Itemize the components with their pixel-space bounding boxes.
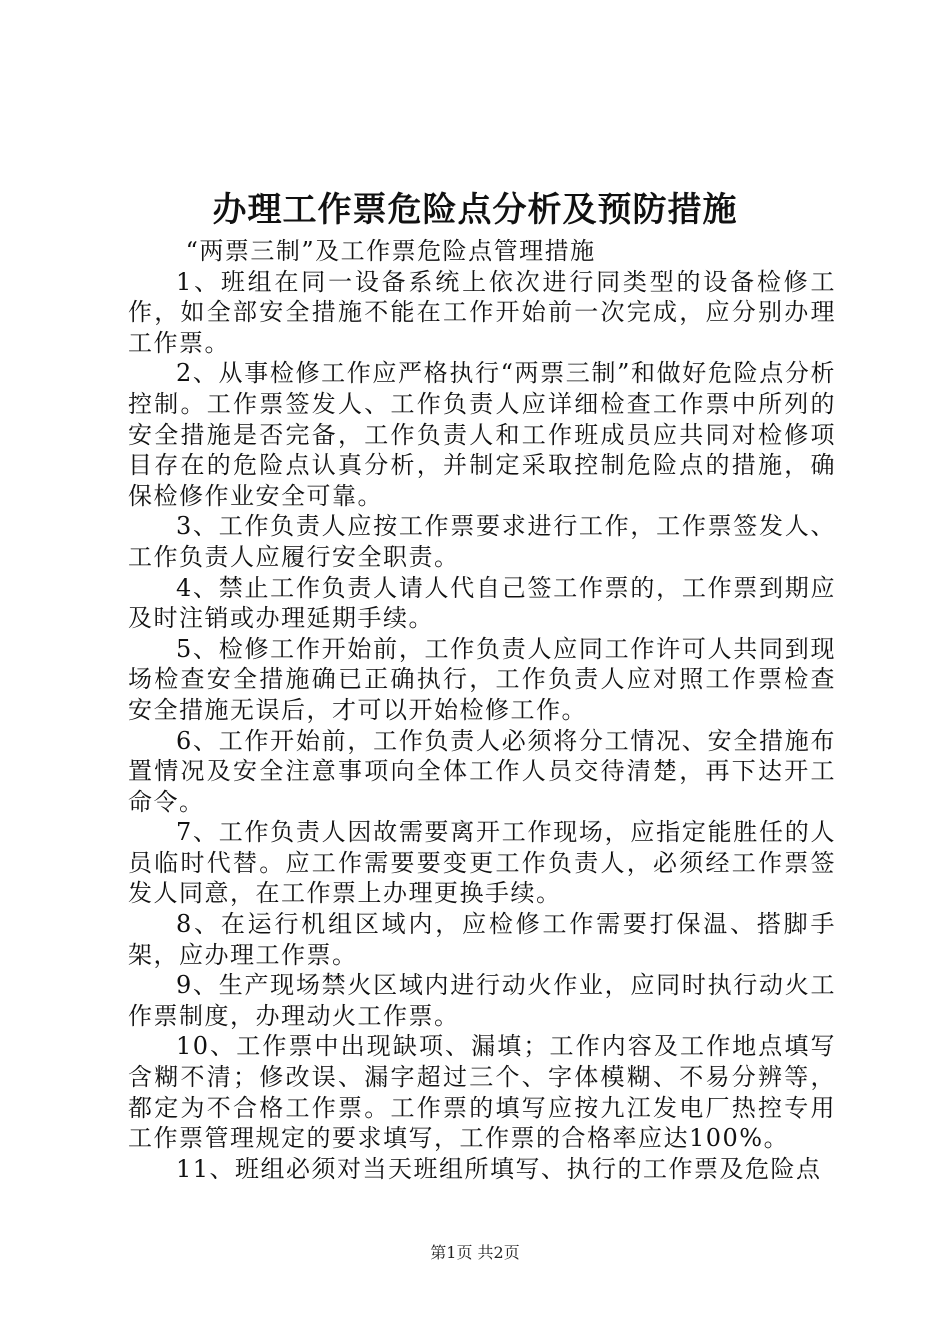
- section-subtitle: “两票三制”及工作票危险点管理措施: [185, 237, 596, 265]
- paragraph-10: 10、工作票中出现缺项、漏填；工作内容及工作地点填写含糊不清；修改误、漏字超过三个、字体模糊、不易分辨等，都定为不合格工作票。工作票的填写应按九江发电厂热控专用工作票管理规定的要求填写，工作票的合格率应达100%。: [128, 1032, 836, 1153]
- document-body: [128, 236, 836, 1184]
- paragraph-2: 2、从事检修工作应严格执行“两票三制”和做好危险点分析控制。工作票签发人、工作负责人应详细检查工作票中所列的安全措施是否完备，工作负责人和工作班成员应共同对检修项目存在的危险点认真分析，并制定采取控制危险点的措施，确保检修作业安全可靠。: [128, 359, 836, 510]
- paragraph-7: 7、工作负责人因故需要离开工作现场，应指定能胜任的人员临时代替。应工作需要要变更工作负责人，必须经工作票签发人同意，在工作票上办理更换手续。: [128, 818, 836, 908]
- paragraph-11: 11、班组必须对当天班组所填写、执行的工作票及危险点: [176, 1154, 822, 1183]
- paragraph-5: 5、检修工作开始前，工作负责人应同工作许可人共同到现场检查安全措施确已正确执行，工作负责人应对照工作票检查安全措施无误后，才可以开始检修工作。: [128, 634, 836, 724]
- paragraph-6: 6、工作开始前，工作负责人必须将分工情况、安全措施布置情况及安全注意事项向全体工作人员交待清楚，再下达开工命令。: [128, 726, 836, 816]
- document-title: 办理工作票危险点分析及预防措施: [212, 190, 738, 230]
- page-number-footer: 第1页 共2页: [430, 1243, 520, 1262]
- paragraph-8: 8、在运行机组区域内，应检修工作需要打保温、搭脚手架，应办理工作票。: [128, 910, 836, 969]
- paragraph-4: 4、禁止工作负责人请人代自己签工作票的，工作票到期应及时注销或办理延期手续。: [128, 573, 836, 633]
- paragraph-1: 1、班组在同一设备系统上依次进行同类型的设备检修工作，如全部安全措施不能在工作开始前一次完成，应分别办理工作票。: [128, 267, 836, 357]
- paragraph-9: 9、生产现场禁火区域内进行动火作业，应同时执行动火工作票制度，办理动火工作票。: [128, 971, 836, 1030]
- paragraph-3: 3、工作负责人应按工作票要求进行工作，工作票签发人、工作负责人应履行安全职责。: [128, 512, 836, 571]
